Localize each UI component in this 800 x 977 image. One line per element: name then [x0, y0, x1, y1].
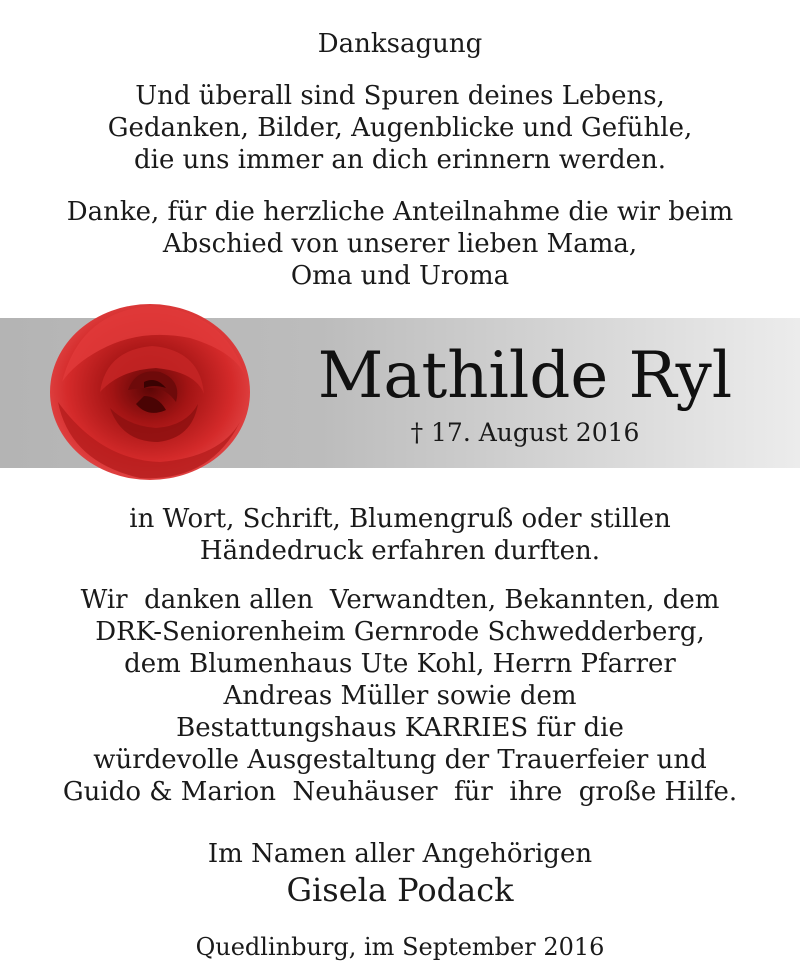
notice-title-block: [0, 28, 800, 60]
intro-thanks: [0, 196, 800, 292]
deceased-name: Mathilde Ryl: [317, 339, 733, 413]
poem-line: Gedanken, Bilder, Augenblicke und Gefühle,: [107, 113, 693, 143]
thanks-list-line: würdevolle Ausgestaltung der Trauerfeier und: [93, 745, 707, 775]
thanks-list-line: DRK-Seniorenheim Gernrode Schwedderberg,: [95, 617, 705, 647]
closing-line: Im Namen aller Angehörigen: [207, 839, 593, 869]
death-date: † 17. August 2016: [410, 418, 640, 447]
thanks-list-line: Wir danken allen Verwandten, Bekannten, dem: [80, 585, 720, 615]
thanks-list-line: dem Blumenhaus Ute Kohl, Herrn Pfarrer: [124, 649, 676, 679]
thanks-line: Danke, für die herzliche Anteilnahme die wir beim: [66, 197, 734, 227]
poem-line: die uns immer an dich erinnern werden.: [133, 145, 666, 175]
body-words: [0, 503, 800, 567]
signer-name: Gisela Podack: [286, 871, 514, 909]
body-line: in Wort, Schrift, Blumengruß oder stillen: [129, 504, 671, 534]
closing: [0, 838, 800, 910]
thanks-line: Oma und Uroma: [290, 261, 510, 291]
thanks-line: Abschied von unserer lieben Mama,: [162, 229, 638, 259]
rose-icon: [40, 292, 260, 492]
body-thanks: [0, 584, 800, 808]
intro-poem: [0, 80, 800, 176]
poem-line: Und überall sind Spuren deines Lebens,: [135, 81, 665, 111]
body-line: Händedruck erfahren durften.: [199, 536, 601, 566]
place-date-block: [0, 931, 800, 963]
notice-title: Danksagung: [317, 29, 483, 59]
thanks-list-line: Bestattungshaus KARRIES für die: [176, 713, 624, 743]
thanks-list-line: Guido & Marion Neuhäuser für ihre große Hilfe.: [62, 777, 738, 807]
thanks-list-line: Andreas Müller sowie dem: [223, 681, 577, 711]
place-date: Quedlinburg, im September 2016: [195, 933, 605, 961]
